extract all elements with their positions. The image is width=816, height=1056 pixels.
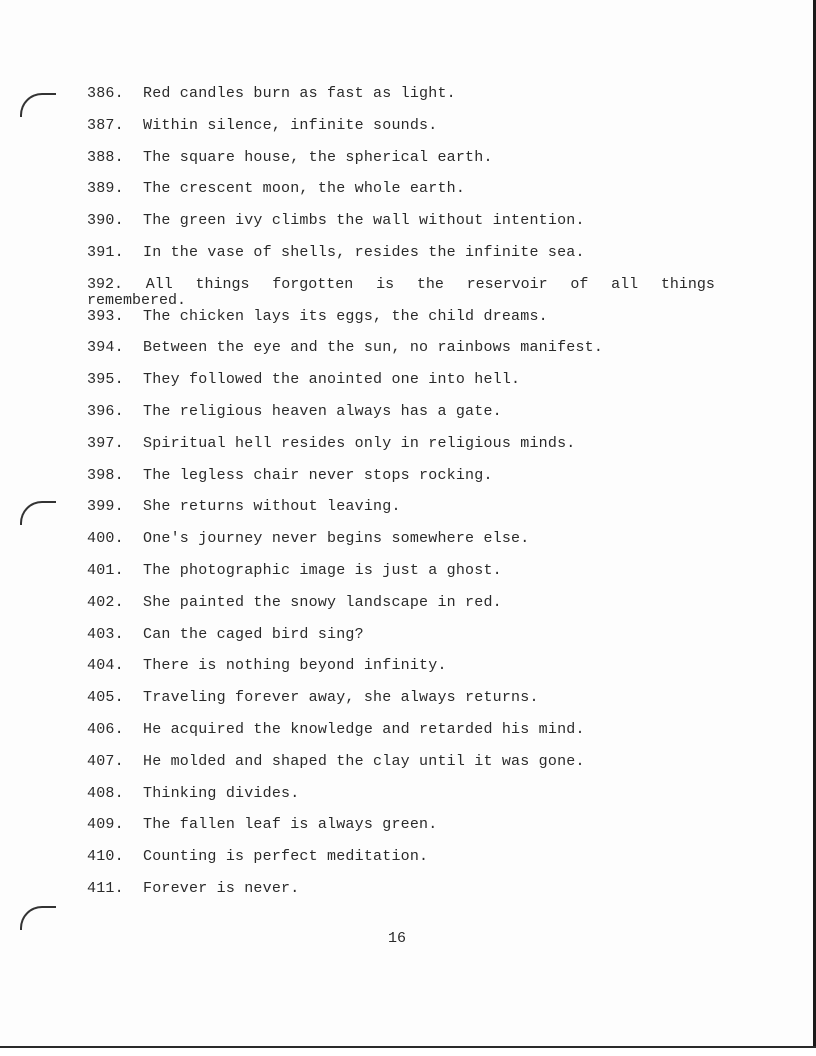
item-word: forgotten	[272, 276, 354, 293]
item-number: 395.	[87, 371, 124, 388]
item-text: The square house, the spherical earth.	[143, 149, 493, 166]
item-word: is	[376, 276, 395, 293]
binder-hole-mark	[20, 906, 56, 930]
item-text: The green ivy climbs the wall without intention.	[143, 212, 585, 229]
item-number: 393.	[87, 308, 124, 325]
item-text: Traveling forever away, she always returns.	[143, 689, 539, 706]
item-number: 398.	[87, 467, 124, 484]
item-text: The fallen leaf is always green.	[143, 816, 438, 833]
item-text: In the vase of shells, resides the infinite sea.	[143, 244, 585, 261]
item-number: 391.	[87, 244, 124, 261]
item-text: She returns without leaving.	[143, 498, 401, 515]
item-text: The chicken lays its eggs, the child dreams.	[143, 308, 548, 325]
item-text: Spiritual hell resides only in religious minds.	[143, 435, 576, 452]
item-text: They followed the anointed one into hell.	[143, 371, 521, 388]
item-word: the	[416, 276, 444, 293]
list-item-line: remembered.	[87, 292, 187, 309]
item-number: 402.	[87, 594, 124, 611]
item-number: 406.	[87, 721, 124, 738]
item-text: He molded and shaped the clay until it was gone.	[143, 753, 585, 770]
item-text: He acquired the knowledge and retarded his mind.	[143, 721, 585, 738]
item-text: The crescent moon, the whole earth.	[143, 180, 466, 197]
item-number: 407.	[87, 753, 124, 770]
item-number: 400.	[87, 530, 124, 547]
item-word: things	[660, 276, 715, 293]
item-word: things	[195, 276, 250, 293]
item-number: 410.	[87, 848, 124, 865]
item-number: 401.	[87, 562, 124, 579]
item-number: 388.	[87, 149, 124, 166]
binder-hole-mark	[20, 501, 56, 525]
item-word: of	[570, 276, 589, 293]
item-text: Forever is never.	[143, 880, 300, 897]
item-text: Within silence, infinite sounds.	[143, 117, 438, 134]
item-number: 405.	[87, 689, 124, 706]
item-word: reservoir	[466, 276, 548, 293]
item-number: 403.	[87, 626, 124, 643]
item-text: Between the eye and the sun, no rainbows manifest.	[143, 339, 604, 356]
item-text: Red candles burn as fast as light.	[143, 85, 456, 102]
item-text: Counting is perfect meditation.	[143, 848, 429, 865]
item-number: 386.	[87, 85, 124, 102]
item-word: All	[145, 276, 173, 293]
item-number: 397.	[87, 435, 124, 452]
item-number: 396.	[87, 403, 124, 420]
item-text: One's journey never begins somewhere else.	[143, 530, 530, 547]
item-text: She painted the snowy landscape in red.	[143, 594, 502, 611]
item-word: all	[611, 276, 639, 293]
list-item-line	[87, 277, 715, 293]
item-number: 404.	[87, 657, 124, 674]
item-number: 390.	[87, 212, 124, 229]
page-number: 16	[388, 930, 407, 947]
item-number: 409.	[87, 816, 124, 833]
item-number: 399.	[87, 498, 124, 515]
item-number: 387.	[87, 117, 124, 134]
binder-hole-mark	[20, 93, 56, 117]
item-text: Thinking divides.	[143, 785, 300, 802]
item-number: 408.	[87, 785, 124, 802]
item-number: 394.	[87, 339, 124, 356]
item-text: The religious heaven always has a gate.	[143, 403, 502, 420]
item-text: The legless chair never stops rocking.	[143, 467, 493, 484]
item-number: 389.	[87, 180, 124, 197]
scan-edge-bottom	[0, 1046, 816, 1056]
item-number: 392.	[87, 276, 124, 293]
item-text: There is nothing beyond infinity.	[143, 657, 447, 674]
item-number: 411.	[87, 880, 124, 897]
item-text: Can the caged bird sing?	[143, 626, 364, 643]
list-item	[87, 277, 715, 309]
item-text: The photographic image is just a ghost.	[143, 562, 502, 579]
